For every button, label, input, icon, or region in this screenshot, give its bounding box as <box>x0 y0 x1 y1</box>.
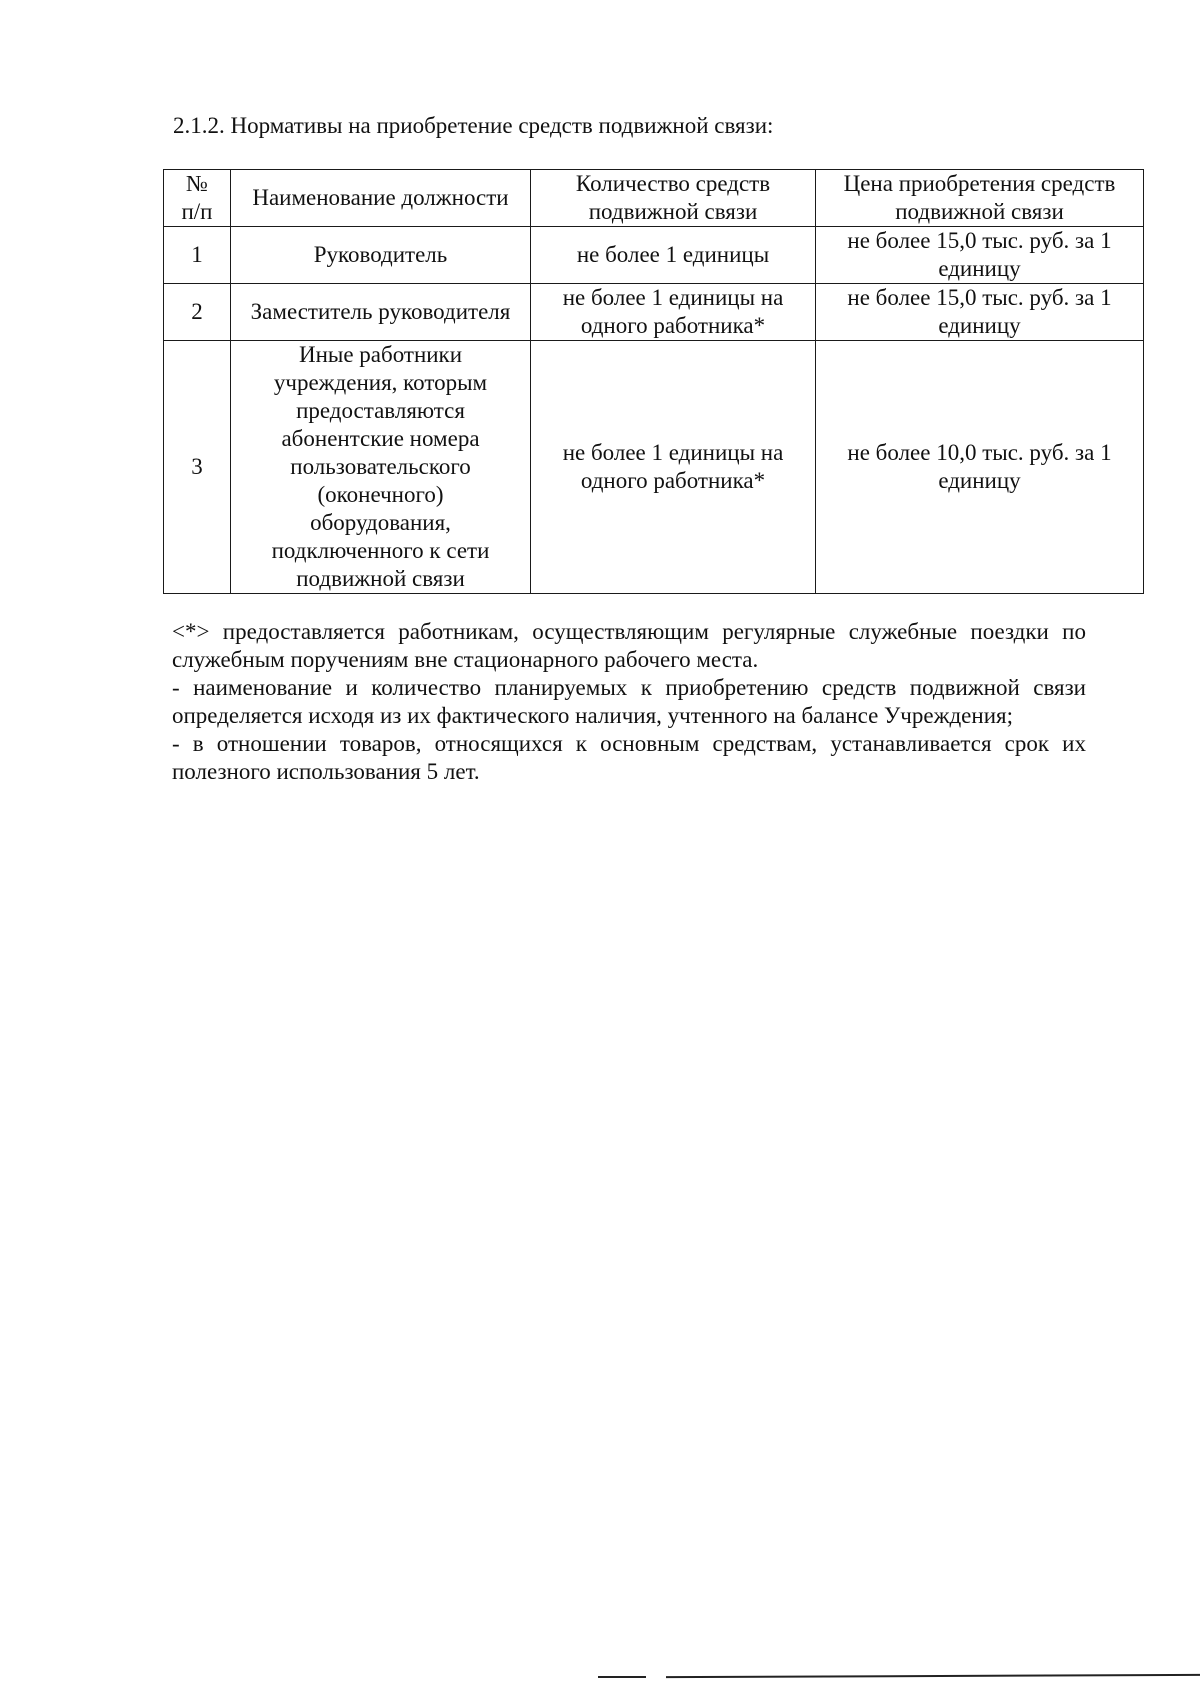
row-quantity: не более 1 единицы на одного работника* <box>531 284 816 341</box>
row-price: не более 10,0 тыс. руб. за 1 единицу <box>816 341 1144 594</box>
scan-artifact-line <box>666 1674 1200 1678</box>
row-quantity: не более 1 единицы <box>531 227 816 284</box>
row-position: Руководитель <box>231 227 531 284</box>
header-num-line-2: п/п <box>181 199 213 224</box>
row-num: 2 <box>164 284 231 341</box>
header-quantity-line-2: подвижной связи <box>588 199 758 224</box>
table-header-row <box>164 170 1144 227</box>
note-item: - в отношении товаров, относящихся к основным средствам, устанавливается срок их полезного использования 5 лет. <box>172 731 1086 784</box>
table-row <box>164 341 1144 594</box>
section-heading: 2.1.2. Нормативы на приобретение средств подвижной связи: <box>173 113 774 138</box>
row-num: 1 <box>164 227 231 284</box>
table-row <box>164 227 1144 284</box>
header-num <box>164 170 231 227</box>
row-price: не более 15,0 тыс. руб. за 1 единицу <box>816 284 1144 341</box>
header-price-line-1: Цена приобретения средств <box>843 171 1116 196</box>
row-position: Заместитель руководителя <box>231 284 531 341</box>
scan-artifact-line <box>598 1676 646 1678</box>
row-num: 3 <box>164 341 231 594</box>
header-num-line-1: № <box>186 171 208 196</box>
row-position: Иные работники учреждения, которым предоставляются абонентские номера пользовательского (оконечного) оборудования, подключенного к сети подвижной связи <box>231 341 531 594</box>
footnotes <box>172 618 1086 786</box>
header-quantity <box>531 170 816 227</box>
header-position: Наименование должности <box>231 170 531 227</box>
header-quantity-line-1: Количество средств <box>575 171 771 196</box>
footnote-asterisk: <*> предоставляется работникам, осуществляющим регулярные служебные поездки по служебным поручениям вне стационарного рабочего места. <box>172 619 1086 672</box>
norms-table <box>163 169 1144 594</box>
note-item: - наименование и количество планируемых к приобретению средств подвижной связи определяется исходя из их фактического наличия, учтенного на балансе Учреждения; <box>172 675 1086 728</box>
table-row <box>164 284 1144 341</box>
row-quantity: не более 1 единицы на одного работника* <box>531 341 816 594</box>
header-price <box>816 170 1144 227</box>
header-price-line-2: подвижной связи <box>895 199 1064 224</box>
row-price: не более 15,0 тыс. руб. за 1 единицу <box>816 227 1144 284</box>
